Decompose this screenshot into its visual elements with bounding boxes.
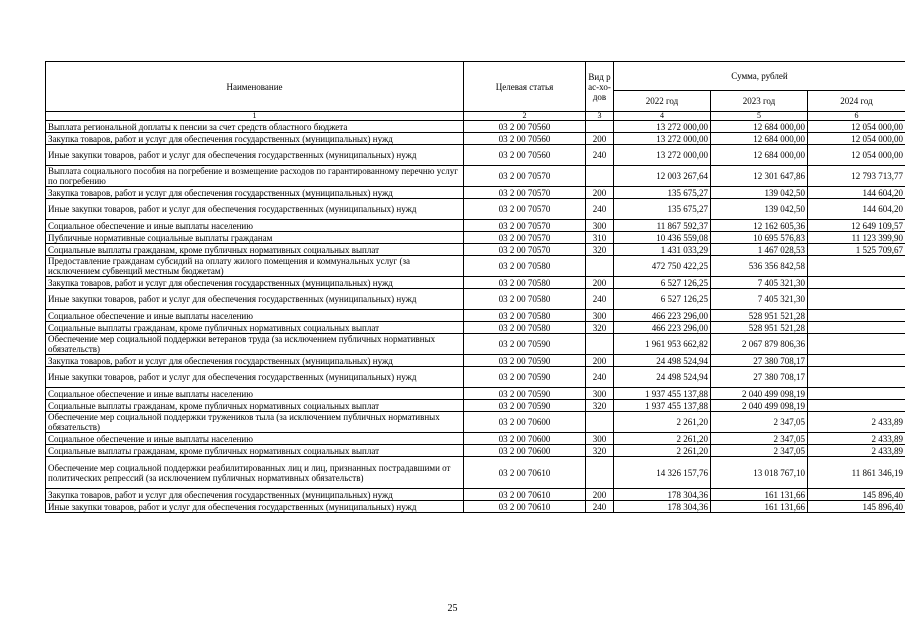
row-sum-2022-cell: 10 436 559,08 [614, 232, 711, 244]
row-target-article-cell: 03 2 00 70570 [464, 244, 586, 256]
table-row [46, 187, 905, 199]
row-expense-type-cell: 200 [586, 277, 614, 289]
column-number: 6 [808, 112, 905, 121]
row-expense-type-cell: 300 [586, 220, 614, 232]
row-sum-2024-cell [808, 367, 905, 388]
column-number: 2 [464, 112, 586, 121]
row-target-article-cell: 03 2 00 70580 [464, 256, 586, 277]
row-expense-type-cell [586, 166, 614, 187]
row-sum-2024-cell: 2 433,89 [808, 433, 905, 445]
row-expense-type-cell: 200 [586, 187, 614, 199]
row-sum-2023-cell: 528 951 521,28 [711, 322, 808, 334]
table-row [46, 433, 905, 445]
row-expense-type-cell: 300 [586, 433, 614, 445]
header-name: Наименование [46, 62, 464, 112]
table-row [46, 388, 905, 400]
row-target-article-cell: 03 2 00 70590 [464, 367, 586, 388]
row-sum-2023-cell: 12 301 647,86 [711, 166, 808, 187]
row-sum-2024-cell [808, 388, 905, 400]
column-number: 5 [711, 112, 808, 121]
row-expense-type-cell: 320 [586, 322, 614, 334]
row-sum-2024-cell [808, 322, 905, 334]
table-row [46, 367, 905, 388]
row-sum-2022-cell: 24 498 524,94 [614, 355, 711, 367]
row-sum-2022-cell: 14 326 157,76 [614, 457, 711, 489]
row-sum-2022-cell: 466 223 296,00 [614, 310, 711, 322]
row-sum-2023-cell: 12 684 000,00 [711, 133, 808, 145]
row-name-cell: Социальное обеспечение и иные выплаты населению [46, 220, 464, 232]
row-sum-2022-cell: 2 261,20 [614, 412, 711, 433]
row-sum-2024-cell: 2 433,89 [808, 412, 905, 433]
row-name-cell: Выплата региональной доплаты к пенсии за счет средств областного бюджета [46, 121, 464, 133]
row-name-cell: Социальное обеспечение и иные выплаты населению [46, 433, 464, 445]
row-target-article-cell: 03 2 00 70610 [464, 457, 586, 489]
row-sum-2024-cell: 2 433,89 [808, 445, 905, 457]
row-expense-type-cell: 240 [586, 145, 614, 166]
row-target-article-cell: 03 2 00 70570 [464, 232, 586, 244]
row-sum-2022-cell: 6 527 126,25 [614, 289, 711, 310]
row-target-article-cell: 03 2 00 70590 [464, 400, 586, 412]
row-sum-2023-cell: 2 347,05 [711, 412, 808, 433]
row-sum-2022-cell: 1 937 455 137,88 [614, 388, 711, 400]
table-row [46, 355, 905, 367]
table-row [46, 121, 905, 133]
row-name-cell: Социальные выплаты гражданам, кроме публичных нормативных социальных выплат [46, 322, 464, 334]
row-sum-2022-cell: 466 223 296,00 [614, 322, 711, 334]
row-sum-2024-cell [808, 355, 905, 367]
row-name-cell: Социальное обеспечение и иные выплаты населению [46, 310, 464, 322]
row-sum-2024-cell [808, 289, 905, 310]
row-sum-2022-cell: 24 498 524,94 [614, 367, 711, 388]
header-year-2022: 2022 год [614, 91, 711, 112]
row-sum-2024-cell: 144 604,20 [808, 187, 905, 199]
row-sum-2022-cell: 12 003 267,64 [614, 166, 711, 187]
row-name-cell: Иные закупки товаров, работ и услуг для обеспечения государственных (муниципальных) нужд [46, 289, 464, 310]
table-row [46, 145, 905, 166]
row-sum-2023-cell: 12 684 000,00 [711, 145, 808, 166]
row-target-article-cell: 03 2 00 70590 [464, 334, 586, 355]
row-name-cell: Социальные выплаты гражданам, кроме публичных нормативных социальных выплат [46, 244, 464, 256]
table-row [46, 445, 905, 457]
row-target-article-cell: 03 2 00 70560 [464, 133, 586, 145]
column-number: 3 [586, 112, 614, 121]
row-expense-type-cell [586, 412, 614, 433]
row-sum-2023-cell: 139 042,50 [711, 199, 808, 220]
table-row [46, 133, 905, 145]
row-sum-2024-cell: 11 861 346,19 [808, 457, 905, 489]
row-expense-type-cell: 240 [586, 501, 614, 513]
row-expense-type-cell [586, 121, 614, 133]
header-year-2023: 2023 год [711, 91, 808, 112]
row-expense-type-cell: 200 [586, 133, 614, 145]
budget-table [45, 61, 905, 513]
row-sum-2024-cell: 12 054 000,00 [808, 133, 905, 145]
row-expense-type-cell: 320 [586, 400, 614, 412]
row-sum-2023-cell: 2 040 499 098,19 [711, 388, 808, 400]
row-target-article-cell: 03 2 00 70600 [464, 433, 586, 445]
row-sum-2023-cell: 7 405 321,30 [711, 289, 808, 310]
row-name-cell: Закупка товаров, работ и услуг для обеспечения государственных (муниципальных) нужд [46, 187, 464, 199]
row-sum-2024-cell: 11 123 399,90 [808, 232, 905, 244]
table-row [46, 501, 905, 513]
row-name-cell: Иные закупки товаров, работ и услуг для обеспечения государственных (муниципальных) нужд [46, 199, 464, 220]
row-sum-2022-cell: 135 675,27 [614, 199, 711, 220]
row-name-cell: Социальные выплаты гражданам, кроме публичных нормативных социальных выплат [46, 400, 464, 412]
row-name-cell: Публичные нормативные социальные выплаты гражданам [46, 232, 464, 244]
row-sum-2023-cell: 2 347,05 [711, 445, 808, 457]
row-target-article-cell: 03 2 00 70580 [464, 322, 586, 334]
row-sum-2023-cell: 161 131,66 [711, 489, 808, 501]
table-row [46, 232, 905, 244]
row-sum-2022-cell: 2 261,20 [614, 445, 711, 457]
row-target-article-cell: 03 2 00 70600 [464, 412, 586, 433]
row-name-cell: Иные закупки товаров, работ и услуг для обеспечения государственных (муниципальных) нужд [46, 145, 464, 166]
row-name-cell: Обеспечение мер социальной поддержки реабилитированных лиц и лиц, признанных пострадавшими от политических репрессий (за исключением публичных нормативных обязательств) [46, 457, 464, 489]
row-target-article-cell: 03 2 00 70560 [464, 145, 586, 166]
row-expense-type-cell: 310 [586, 232, 614, 244]
row-sum-2023-cell: 2 040 499 098,19 [711, 400, 808, 412]
row-sum-2024-cell [808, 334, 905, 355]
row-expense-type-cell: 200 [586, 489, 614, 501]
table-row [46, 400, 905, 412]
row-sum-2024-cell: 12 054 000,00 [808, 121, 905, 133]
row-sum-2023-cell: 10 695 576,83 [711, 232, 808, 244]
row-sum-2022-cell: 1 431 033,29 [614, 244, 711, 256]
row-sum-2023-cell: 536 356 842,58 [711, 256, 808, 277]
row-name-cell: Закупка товаров, работ и услуг для обеспечения государственных (муниципальных) нужд [46, 355, 464, 367]
row-target-article-cell: 03 2 00 70590 [464, 388, 586, 400]
row-expense-type-cell [586, 334, 614, 355]
row-sum-2023-cell: 161 131,66 [711, 501, 808, 513]
row-sum-2022-cell: 11 867 592,37 [614, 220, 711, 232]
row-sum-2023-cell: 139 042,50 [711, 187, 808, 199]
header-year-2024: 2024 год [808, 91, 905, 112]
row-sum-2023-cell: 12 162 605,36 [711, 220, 808, 232]
row-target-article-cell: 03 2 00 70610 [464, 489, 586, 501]
row-sum-2022-cell: 13 272 000,00 [614, 133, 711, 145]
row-target-article-cell: 03 2 00 70600 [464, 445, 586, 457]
table-row [46, 277, 905, 289]
row-sum-2024-cell: 12 793 713,77 [808, 166, 905, 187]
row-name-cell: Социальное обеспечение и иные выплаты населению [46, 388, 464, 400]
table-row [46, 412, 905, 433]
row-sum-2022-cell: 2 261,20 [614, 433, 711, 445]
table-row [46, 310, 905, 322]
table-row [46, 334, 905, 355]
table-row [46, 457, 905, 489]
row-sum-2024-cell [808, 277, 905, 289]
row-sum-2024-cell [808, 256, 905, 277]
row-target-article-cell: 03 2 00 70610 [464, 501, 586, 513]
row-sum-2022-cell: 1 961 953 662,82 [614, 334, 711, 355]
page-number: 25 [447, 603, 458, 614]
row-sum-2023-cell: 27 380 708,17 [711, 367, 808, 388]
row-expense-type-cell: 240 [586, 289, 614, 310]
row-sum-2023-cell: 13 018 767,10 [711, 457, 808, 489]
row-name-cell: Обеспечение мер социальной поддержки тружеников тыла (за исключением публичных нормативных обязательств) [46, 412, 464, 433]
row-sum-2023-cell: 12 684 000,00 [711, 121, 808, 133]
row-name-cell: Закупка товаров, работ и услуг для обеспечения государственных (муниципальных) нужд [46, 133, 464, 145]
row-sum-2024-cell: 144 604,20 [808, 199, 905, 220]
row-expense-type-cell: 300 [586, 310, 614, 322]
row-target-article-cell: 03 2 00 70560 [464, 121, 586, 133]
row-sum-2023-cell: 7 405 321,30 [711, 277, 808, 289]
row-target-article-cell: 03 2 00 70580 [464, 310, 586, 322]
column-number: 1 [46, 112, 464, 121]
header-expense-type: Вид рас-хо-дов [586, 62, 614, 112]
row-name-cell: Иные закупки товаров, работ и услуг для обеспечения государственных (муниципальных) нужд [46, 367, 464, 388]
row-sum-2022-cell: 178 304,36 [614, 501, 711, 513]
table-row [46, 489, 905, 501]
row-expense-type-cell: 240 [586, 367, 614, 388]
row-sum-2023-cell: 528 951 521,28 [711, 310, 808, 322]
row-sum-2022-cell: 472 750 422,25 [614, 256, 711, 277]
row-name-cell: Иные закупки товаров, работ и услуг для обеспечения государственных (муниципальных) нужд [46, 501, 464, 513]
row-sum-2023-cell: 1 467 028,53 [711, 244, 808, 256]
row-expense-type-cell [586, 256, 614, 277]
row-expense-type-cell: 320 [586, 244, 614, 256]
table-row [46, 256, 905, 277]
row-sum-2022-cell: 13 272 000,00 [614, 121, 711, 133]
row-target-article-cell: 03 2 00 70580 [464, 277, 586, 289]
row-target-article-cell: 03 2 00 70570 [464, 220, 586, 232]
row-sum-2024-cell [808, 400, 905, 412]
row-sum-2024-cell: 145 896,40 [808, 501, 905, 513]
table-row [46, 199, 905, 220]
row-expense-type-cell: 320 [586, 445, 614, 457]
table-row [46, 289, 905, 310]
column-number: 4 [614, 112, 711, 121]
row-expense-type-cell: 300 [586, 388, 614, 400]
row-sum-2024-cell: 12 054 000,00 [808, 145, 905, 166]
row-sum-2022-cell: 1 937 455 137,88 [614, 400, 711, 412]
row-sum-2024-cell: 1 525 709,67 [808, 244, 905, 256]
table-row [46, 166, 905, 187]
row-name-cell: Обеспечение мер социальной поддержки ветеранов труда (за исключением публичных нормативных обязательств) [46, 334, 464, 355]
row-target-article-cell: 03 2 00 70580 [464, 289, 586, 310]
row-expense-type-cell: 200 [586, 355, 614, 367]
row-name-cell: Закупка товаров, работ и услуг для обеспечения государственных (муниципальных) нужд [46, 277, 464, 289]
row-sum-2022-cell: 135 675,27 [614, 187, 711, 199]
row-name-cell: Предоставление гражданам субсидий на оплату жилого помещения и коммунальных услуг (за исключением субвенций местным бюджетам) [46, 256, 464, 277]
row-target-article-cell: 03 2 00 70570 [464, 199, 586, 220]
row-name-cell: Закупка товаров, работ и услуг для обеспечения государственных (муниципальных) нужд [46, 489, 464, 501]
row-target-article-cell: 03 2 00 70570 [464, 187, 586, 199]
row-expense-type-cell: 240 [586, 199, 614, 220]
table-body [46, 121, 905, 513]
row-sum-2022-cell: 178 304,36 [614, 489, 711, 501]
row-expense-type-cell [586, 457, 614, 489]
row-name-cell: Выплата социального пособия на погребение и возмещение расходов по гарантированному перечню услуг по погребению [46, 166, 464, 187]
row-sum-2024-cell: 145 896,40 [808, 489, 905, 501]
table-row [46, 244, 905, 256]
row-sum-2022-cell: 13 272 000,00 [614, 145, 711, 166]
table-row [46, 220, 905, 232]
header-target-article: Целевая статья [464, 62, 586, 112]
header-sum: Сумма, рублей [614, 62, 905, 91]
row-sum-2023-cell: 2 347,05 [711, 433, 808, 445]
row-sum-2023-cell: 27 380 708,17 [711, 355, 808, 367]
table-row [46, 322, 905, 334]
row-sum-2023-cell: 2 067 879 806,36 [711, 334, 808, 355]
row-name-cell: Социальные выплаты гражданам, кроме публичных нормативных социальных выплат [46, 445, 464, 457]
row-target-article-cell: 03 2 00 70570 [464, 166, 586, 187]
row-sum-2024-cell: 12 649 109,57 [808, 220, 905, 232]
row-sum-2024-cell [808, 310, 905, 322]
row-target-article-cell: 03 2 00 70590 [464, 355, 586, 367]
row-sum-2022-cell: 6 527 126,25 [614, 277, 711, 289]
